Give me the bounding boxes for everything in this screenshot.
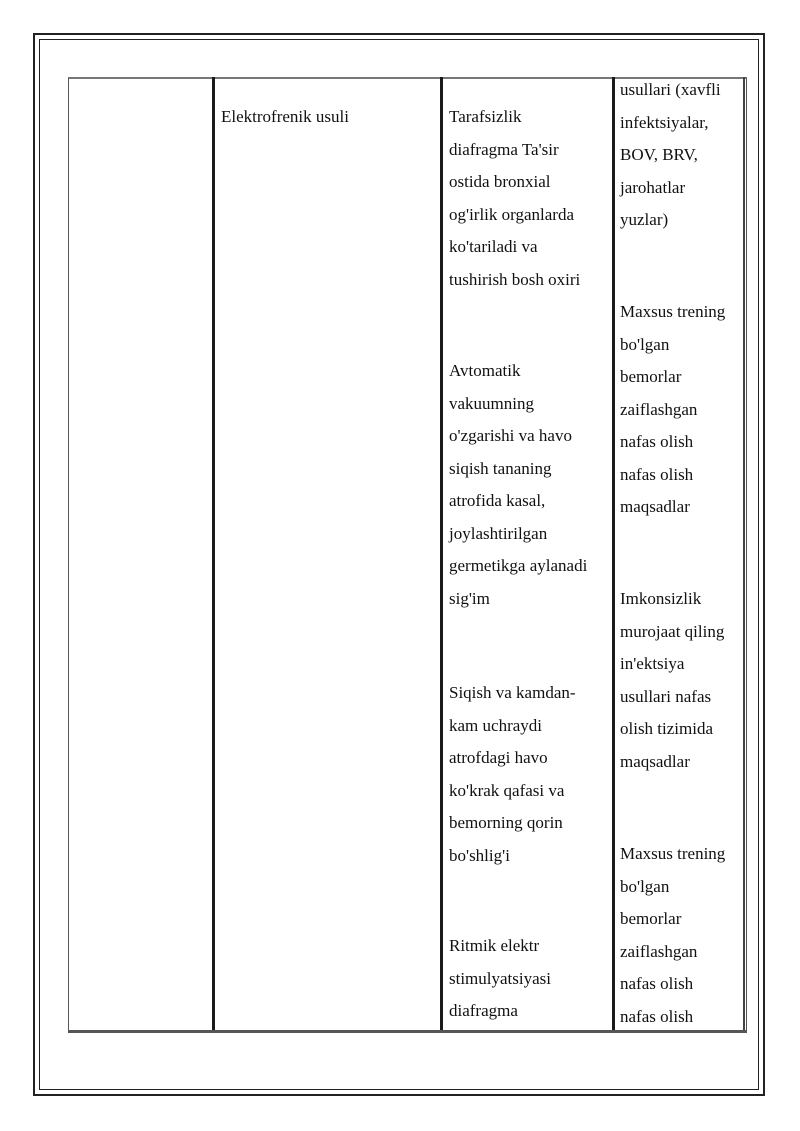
description-line: vakuumning [449, 393, 534, 413]
description-line: bo'shlig'i [449, 845, 510, 865]
indication-line: usullari nafas [620, 686, 712, 706]
description-line: atrofdagi havo [449, 748, 548, 767]
indication-line: olish tizimida [620, 719, 714, 738]
description-line: Siqish va kamdan- [449, 683, 576, 702]
description-line: atrofida kasal, [449, 491, 546, 510]
indication-line: maqsadlar [620, 497, 690, 516]
indication-block-3 [620, 583, 724, 778]
indication-line: zaiflashgan [620, 399, 698, 419]
description-line: stimulyatsiyasi [449, 968, 551, 988]
indication-line: nafas olish [620, 432, 694, 451]
indication-line: bo'lgan [620, 334, 670, 354]
indication-line: maqsadlar [620, 751, 690, 771]
description-line: kam uchraydi [449, 715, 542, 735]
indication-line: in'ektsiya [620, 654, 685, 673]
description-line: tushirish bosh oxiri [449, 269, 581, 289]
description-line: joylashtirilgan [449, 523, 548, 543]
indication-line: bo'lgan [620, 876, 670, 896]
indication-line: nafas olish [620, 974, 694, 993]
method-cell: Elektrofrenik usuli [221, 107, 349, 126]
description-line: bemorning qorin [449, 813, 563, 832]
column-divider-1 [212, 77, 215, 1032]
description-line: o'zgarishi va havo [449, 426, 572, 445]
indication-line: Maxsus trening [620, 302, 726, 321]
description-block-2 [449, 355, 587, 615]
column-divider-3 [612, 77, 615, 1032]
description-line: siqish tananing [449, 458, 552, 478]
indication-line: BOV, BRV, [620, 145, 698, 164]
indication-block-4 [620, 838, 725, 1033]
description-line: ostida bronxial [449, 172, 551, 191]
description-block-4 [449, 930, 551, 1028]
indication-line: Imkonsizlik [620, 589, 702, 608]
indication-line: bemorlar [620, 367, 682, 386]
description-line: Tarafsizlik [449, 107, 522, 126]
indication-line: nafas olish [620, 1006, 694, 1026]
description-block-1 [449, 101, 580, 296]
description-line: germetikga aylanadi [449, 556, 588, 575]
description-line: sig'im [449, 588, 490, 608]
indication-line: bemorlar [620, 909, 682, 928]
description-line: diafragma [449, 1001, 518, 1020]
description-line: ko'tariladi va [449, 237, 538, 256]
indication-block-1 [620, 74, 721, 237]
description-line: Ritmik elektr [449, 936, 540, 955]
description-line: Avtomatik [449, 361, 521, 380]
description-line: og'irlik organlarda [449, 204, 575, 224]
indication-line: infektsiyalar, [620, 112, 709, 132]
table-right-edge [743, 77, 745, 1032]
description-block-3 [449, 677, 576, 872]
indication-block-2 [620, 296, 725, 524]
description-line: diafragma Ta'sir [449, 139, 559, 159]
indication-line: yuzlar) [620, 210, 669, 229]
indication-line: murojaat qiling [620, 621, 725, 641]
indication-line: jarohatlar [620, 177, 686, 197]
description-line: ko'krak qafasi va [449, 780, 565, 800]
indication-line: Maxsus trening [620, 844, 726, 863]
indication-line: nafas olish [620, 464, 694, 484]
indication-line: zaiflashgan [620, 941, 698, 961]
indication-line: usullari (xavfli [620, 80, 721, 99]
column-divider-2 [440, 77, 443, 1032]
